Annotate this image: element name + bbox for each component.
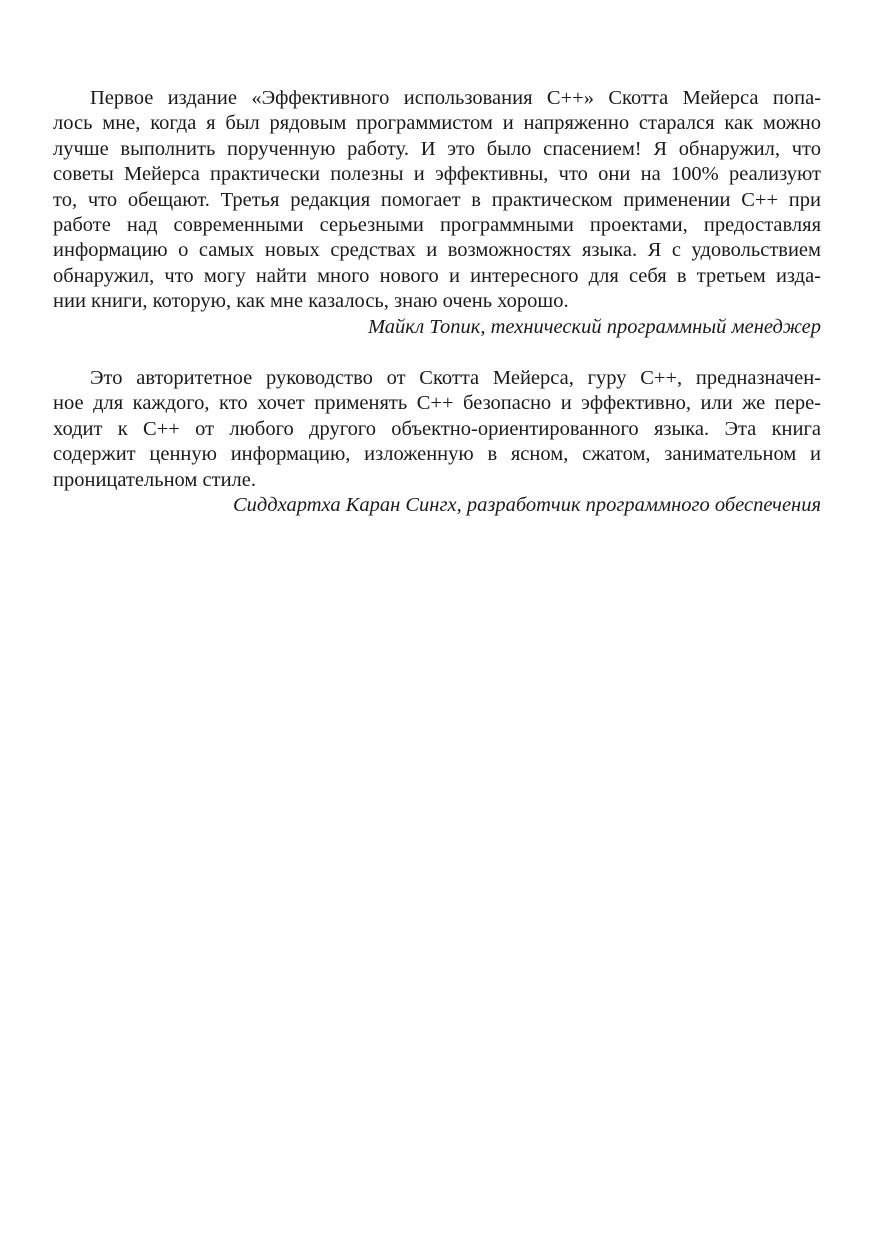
quote-block — [53, 86, 821, 340]
quote-line: нии книги, которую, как мне казалось, знаю очень хорошо. — [53, 290, 569, 313]
quote-line: ное для каждого, кто хочет применять C++ безопасно и эффективно, или же пере- — [53, 392, 821, 415]
quote-line: работе над современными серьезными программными проектами, предоставляя — [53, 214, 821, 237]
quote-line: Первое издание «Эффективного использования C++» Скотта Мейерса попа- — [90, 87, 821, 109]
quote-line: лось мне, когда я был рядовым программистом и напряженно старался как можно — [53, 112, 821, 135]
quote-attribution: Сиддхартха Каран Сингх, разработчик программного обеспечения — [233, 494, 821, 517]
quote-line: обнаружил, что могу найти много нового и интересного для себя в третьем изда- — [53, 264, 821, 287]
quote-line: содержит ценную информацию, изложенную в ясном, сжатом, занимательном и — [53, 443, 821, 466]
spacer — [53, 340, 821, 366]
quote-line: информацию о самых новых средствах и возможностях языка. Я с удовольствием — [53, 239, 821, 262]
quote-line: Это авторитетное руководство от Скотта Мейерса, гуру C++, предназначен- — [90, 367, 821, 390]
quote-attribution: Майкл Топик, технический программный менеджер — [368, 315, 821, 338]
quote-line: советы Мейерса практически полезны и эффективны, что они на 100% реализуют — [53, 163, 821, 186]
quote-line: ходит к C++ от любого другого объектно-ориентированного языка. Эта книга — [53, 417, 821, 440]
quote-block — [53, 366, 821, 518]
quote-paragraph — [53, 366, 821, 493]
quote-line: то, что обещают. Третья редакция помогает в практическом применении C++ при — [53, 188, 821, 211]
page-content — [53, 86, 821, 519]
quote-line: лучше выполнить порученную работу. И это было спасением! Я обнаружил, что — [53, 137, 821, 160]
quote-paragraph — [53, 86, 821, 315]
quote-line: проницательном стиле. — [53, 468, 256, 491]
